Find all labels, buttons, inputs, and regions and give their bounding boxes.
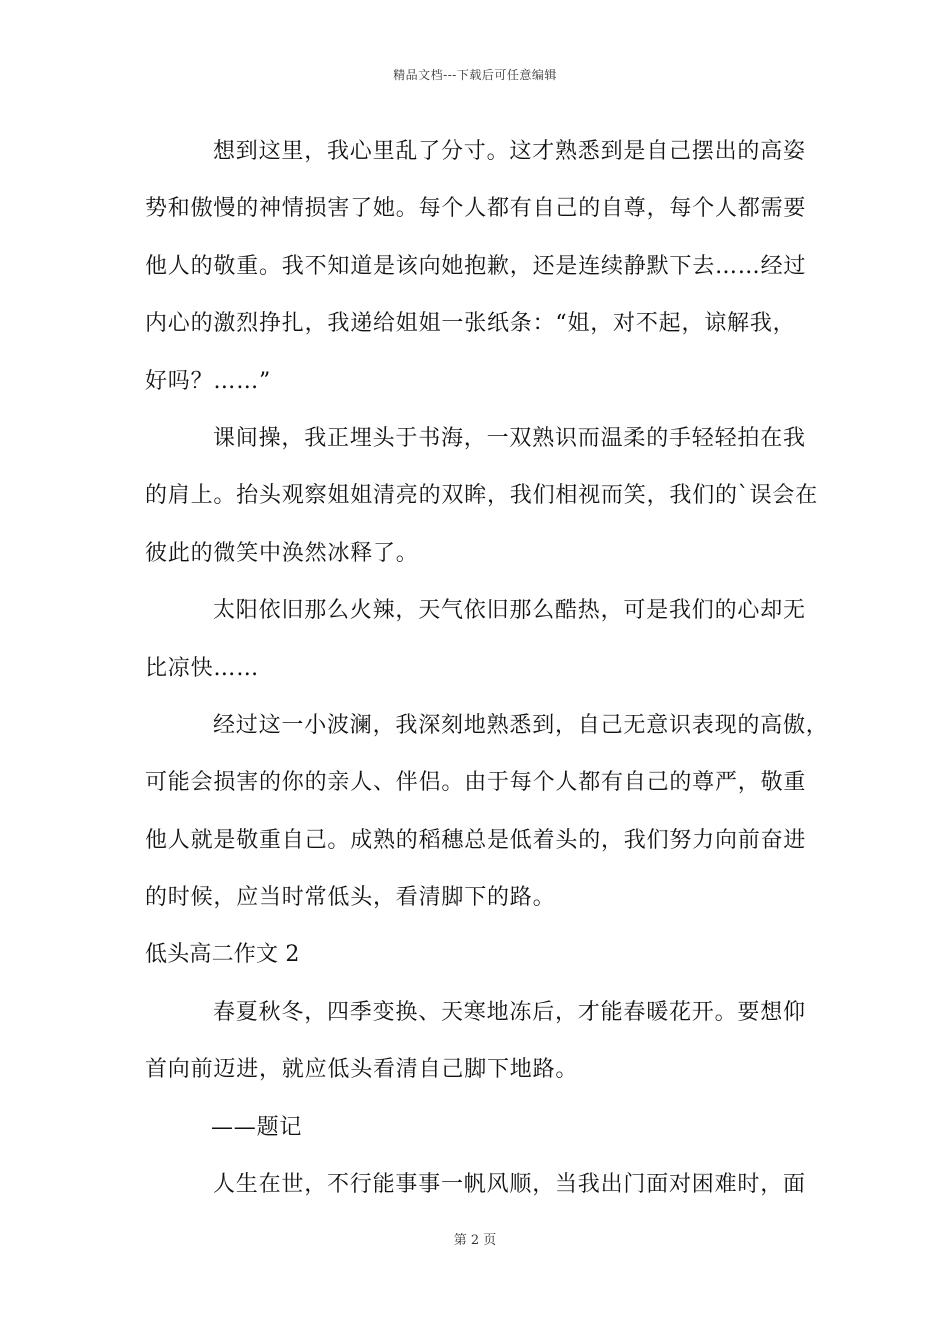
paragraph-line: 的时候，应当时常低头，看清脚下的路。: [145, 885, 556, 911]
paragraph-line: 势和傲慢的神情损害了她。每个人都有自己的自尊，每个人都需要: [145, 196, 807, 222]
paragraph-line: 他人就是敬重自己。成熟的稻穗总是低着头的，我们努力向前奋进: [145, 827, 807, 853]
paragraph-line: 好吗？……”: [145, 368, 272, 394]
paragraph-line: 春夏秋冬，四季变换、天寒地冻后，才能春暖花开。要想仰: [213, 999, 806, 1025]
paragraph-line: 可能会损害的你的亲人、伴侣。由于每个人都有自己的尊严，敬重: [145, 770, 807, 796]
paragraph-line: 他人的敬重。我不知道是该向她抱歉，还是连续静默下去……经过: [145, 253, 807, 279]
page-header: 精品文档---下载后可任意编辑: [393, 68, 557, 82]
paragraph-line: 人生在世，不行能事事一帆风顺，当我出门面对困难时，面: [213, 1172, 806, 1198]
epigraph-attribution: ——题记: [211, 1114, 303, 1140]
paragraph-line: 比凉快……: [145, 655, 260, 681]
paragraph-line: 首向前迈进，就应低头看清自己脚下地路。: [145, 1057, 579, 1083]
paragraph-line: 经过这一小波澜，我深刻地熟悉到，自己无意识表现的高傲，: [213, 712, 829, 738]
section-heading: 低头高二作文 2: [145, 942, 300, 968]
paragraph-line: 的肩上。抬头观察姐姐清亮的双眸，我们相视而笑，我们的`误会在: [145, 483, 819, 509]
page-number: 第 2 页: [453, 1233, 497, 1248]
paragraph-line: 太阳依旧那么火辣，天气依旧那么酷热，可是我们的心却无: [213, 598, 806, 624]
document-body: [145, 131, 829, 1221]
paragraph-line: 内心的激烈挣扎，我递给姐姐一张纸条：“姐，对不起，谅解我，: [145, 311, 796, 337]
paragraph-line: 彼此的微笑中涣然冰释了。: [145, 540, 419, 566]
paragraph-line: 想到这里，我心里乱了分寸。这才熟悉到是自己摆出的高姿: [213, 139, 806, 164]
paragraph-line: 课间操，我正埋头于书海，一双熟识而温柔的手轻轻拍在我: [213, 425, 806, 451]
